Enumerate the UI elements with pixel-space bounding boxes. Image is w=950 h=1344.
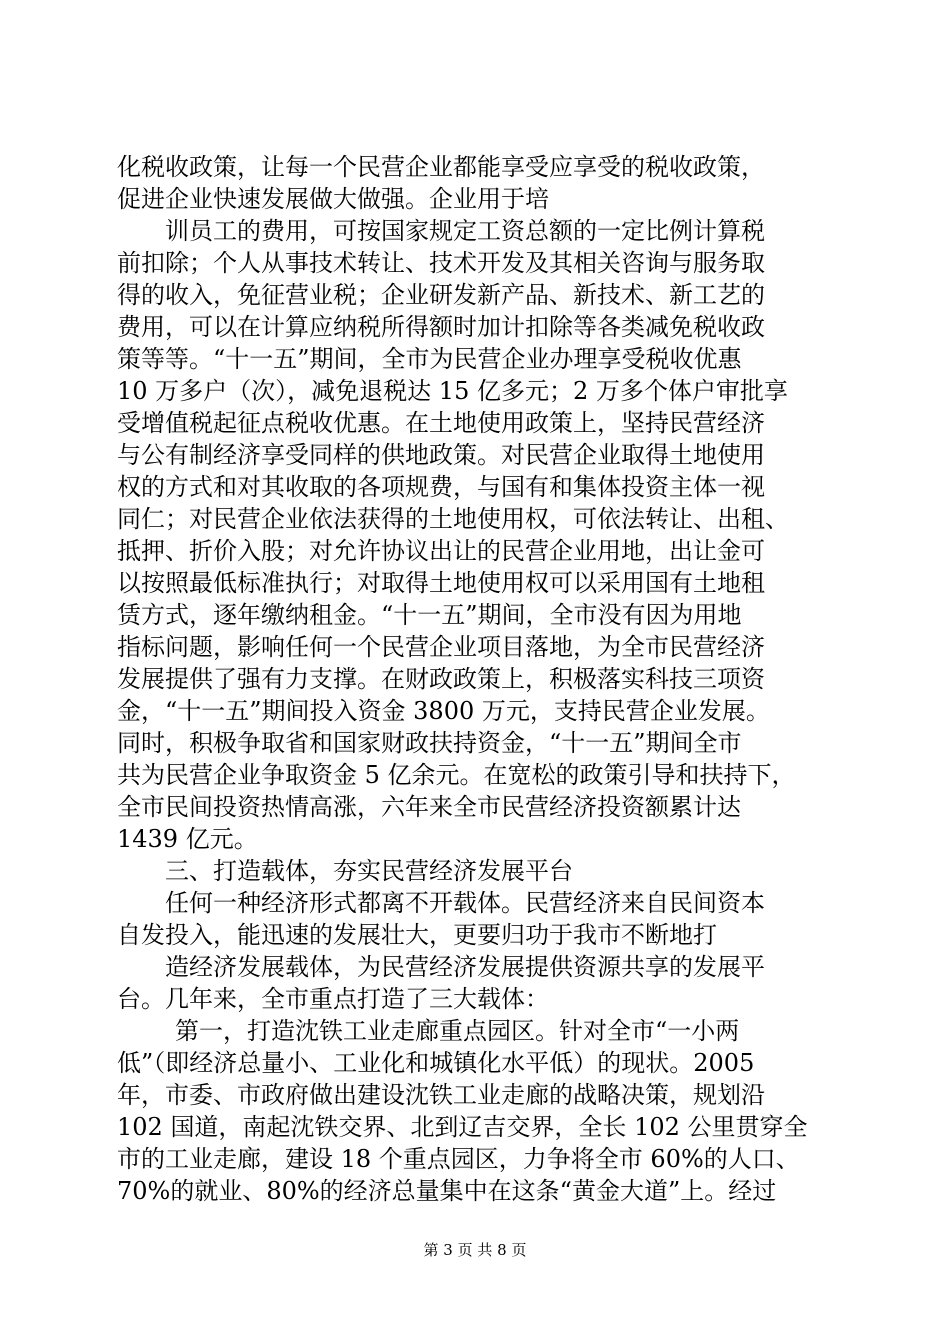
text-line: 造经济发展载体，为民营经济发展提供资源共享的发展平	[165, 953, 765, 981]
text-line: 金，“十一五”期间投入资金 3800 万元，支持民营企业发展。	[117, 697, 770, 725]
text-line: 1439 亿元。	[117, 825, 258, 853]
text-line: 与公有制经济享受同样的供地政策。对民营企业取得土地使用	[117, 441, 765, 469]
text-line: 年，市委、市政府做出建设沈铁工业走廊的战略决策，规划沿	[117, 1081, 765, 1109]
text-line: 以按照最低标准执行；对取得土地使用权可以采用国有土地租	[117, 569, 765, 597]
text-line: 10 万多户（次），减免退税达 15 亿多元；2 万多个体户审批享	[117, 377, 788, 405]
text-line: 发展提供了强有力支撑。在财政政策上，积极落实科技三项资	[117, 665, 765, 693]
page-number-footer: 第 3 页 共 8 页	[423, 1241, 527, 1259]
text-line: 同仁；对民营企业依法获得的土地使用权，可依法转让、出租、	[117, 505, 789, 533]
text-line: 任何一种经济形式都离不开载体。民营经济来自民间资本	[165, 889, 765, 917]
text-line: 策等等。“十一五”期间，全市为民营企业办理享受税收优惠	[117, 345, 742, 373]
text-line: 低”（即经济总量小、工业化和城镇化水平低）的现状。2005	[117, 1049, 755, 1077]
text-line: 得的收入，免征营业税；企业研发新产品、新技术、新工艺的	[117, 281, 765, 309]
text-line: 赁方式，逐年缴纳租金。“十一五”期间，全市没有因为用地	[117, 601, 742, 629]
text-line: 抵押、折价入股；对允许协议出让的民营企业用地，出让金可	[117, 537, 765, 565]
text-line: 权的方式和对其收取的各项规费，与国有和集体投资主体一视	[117, 473, 765, 501]
text-line: 第一，打造沈铁工业走廊重点园区。针对全市“一小两	[175, 1017, 740, 1045]
text-line: 全市民间投资热情高涨，六年来全市民营经济投资额累计达	[117, 793, 741, 821]
text-line: 共为民营企业争取资金 5 亿余元。在宽松的政策引导和扶持下，	[117, 761, 796, 789]
text-line: 台。几年来，全市重点打造了三大载体：	[117, 985, 549, 1013]
section-heading: 三、打造载体，夯实民营经济发展平台	[165, 857, 573, 885]
text-line: 102 国道，南起沈铁交界、北到辽吉交界，全长 102 公里贯穿全	[117, 1113, 808, 1141]
text-line: 同时，积极争取省和国家财政扶持资金，“十一五”期间全市	[117, 729, 742, 757]
document-body	[117, 151, 835, 1207]
text-line: 前扣除；个人从事技术转让、技术开发及其相关咨询与服务取	[117, 249, 765, 277]
text-line: 自发投入，能迅速的发展壮大，更要归功于我市不断地打	[117, 921, 717, 949]
text-line: 化税收政策，让每一个民营企业都能享受应享受的税收政策，	[117, 153, 765, 181]
text-line: 指标问题，影响任何一个民营企业项目落地，为全市民营经济	[117, 633, 765, 661]
text-line: 市的工业走廊，建设 18 个重点园区，力争将全市 60%的人口、	[117, 1145, 800, 1173]
text-line: 70%的就业、80%的经济总量集中在这条“黄金大道”上。经过	[117, 1177, 777, 1205]
text-line: 训员工的费用，可按国家规定工资总额的一定比例计算税	[165, 217, 765, 245]
text-line: 促进企业快速发展做大做强。企业用于培	[117, 185, 549, 213]
text-line: 费用，可以在计算应纳税所得额时加计扣除等各类减免税收政	[117, 313, 765, 341]
text-line: 受增值税起征点税收优惠。在土地使用政策上，坚持民营经济	[117, 409, 765, 437]
